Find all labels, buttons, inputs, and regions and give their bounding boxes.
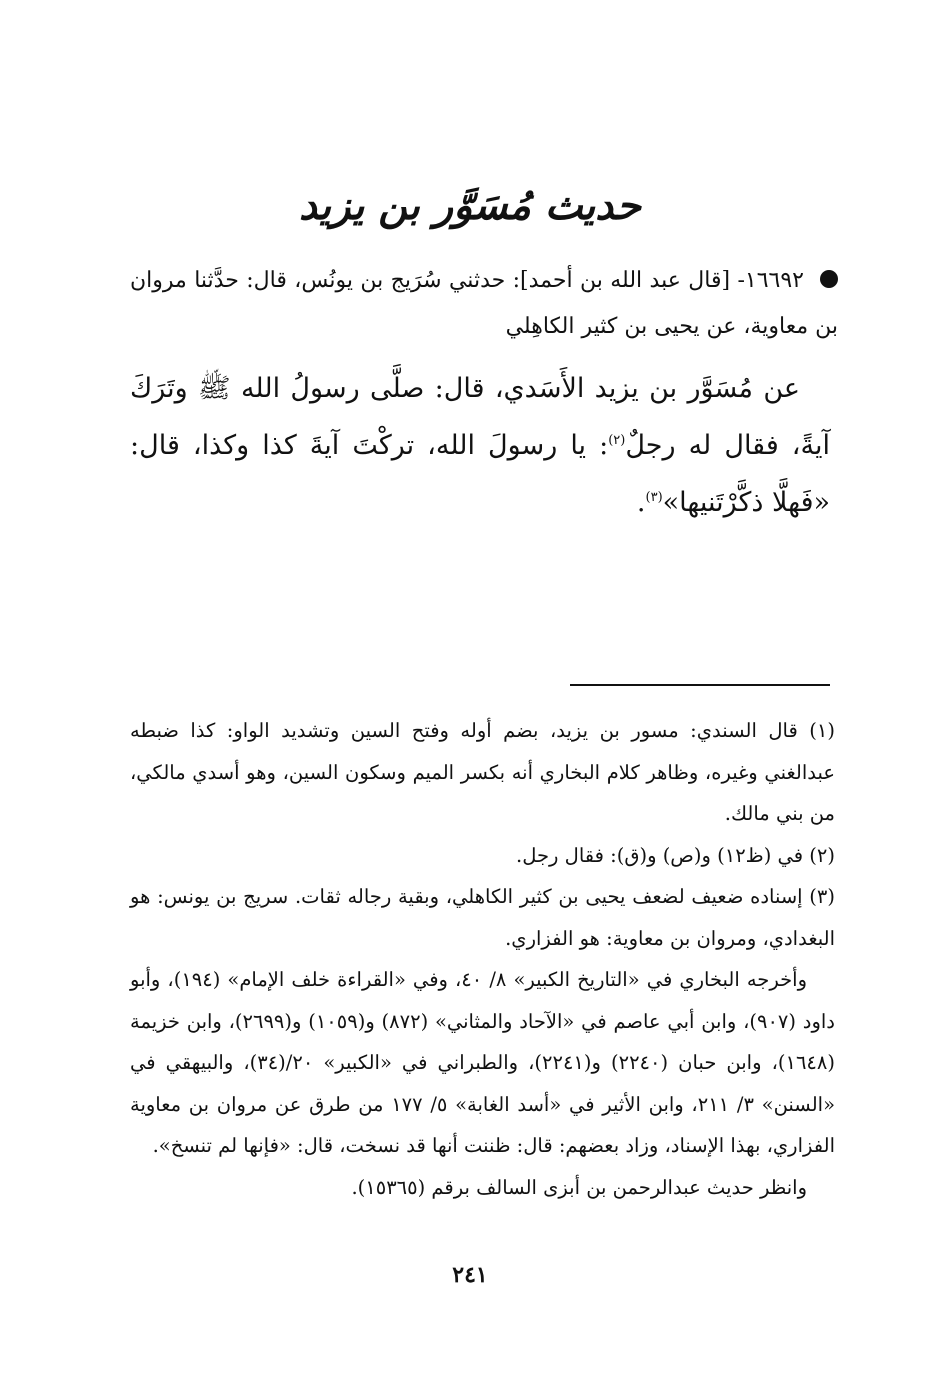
hadith-isnad <box>130 258 838 350</box>
footnotes <box>130 710 835 1208</box>
footnote-3: (٣) إسناده ضعيف لضعف يحيى بن كثير الكاهلي، وبقية رجاله ثقات. سريج بن يونس: هو البغدادي، ومروان بن معاوية: هو الفزاري. <box>130 885 835 950</box>
footnote-ref-3: (٣) <box>645 490 663 505</box>
footnote-3-sources: وأخرجه البخاري في «التاريخ الكبير» ٨/ ٤٠، وفي «القراءة خلف الإمام» (١٩٤)، وأبو داود (٩٠٧)، وابن أبي عاصم في «الآحاد والمثاني» (٨٧٢) و(١٠٥٩) و(٢٦٩٩)، وابن خزيمة (١٦٤٨)، وابن حبان (٢٢٤٠) و(٢٢٤١)، والطبراني في «الكبير» ٢٠/(٣٤)، والبيهقي في «السنن» ٣/ ٢١١، وابن الأثير في «أسد الغابة» ٥/ ١٧٧ من طرق عن مروان بن معاوية الفزاري، بهذا الإسناد، وزاد بعضهم: قال: ظننت أنها قد نسخت، قال: «فإنها لم تنسخ». <box>130 968 835 1157</box>
chapter-title: حديث مُسَوَّر بن يزيد <box>299 182 641 229</box>
hadith-matn <box>130 360 830 531</box>
footnote-3-see-also: وانظر حديث عبدالرحمن بن أبزى السالف برقم (١٥٣٦٥). <box>351 1175 807 1199</box>
isnad-text: ١٦٦٩٢- [قال عبد الله بن أحمد]: حدثني سُرَيج بن يونُس، قال: حدَّثنا مروان بن معاوية، عن يحيى بن كثير الكاهِلي <box>130 268 838 339</box>
matn-text <box>130 360 830 531</box>
footnote-1: (١) قال السندي: مسور بن يزيد، بضم أوله وفتح السين وتشديد الواو: كذا ضبطه عبدالغني وغيره، وظاهر كلام البخاري أنه بكسر الميم وسكون السين، وهو أسدي مالكي، من بني مالك. <box>130 719 835 825</box>
matn-part-1: عن مُسَوَّر بن يزيد الأَسَدي، قال: صلَّى رسولُ الله ﷺ وتَرَكَ آيةً، فقال له رجلٌ <box>130 373 830 461</box>
matn-end: . <box>636 487 646 518</box>
footnote-divider <box>570 684 830 686</box>
matn-part-2: : يا رسولَ الله، تركْتَ آيةَ كذا وكذا، قال: «فَهلَّا ذكَّرْتَنيها» <box>130 430 830 518</box>
footnote-2: (٢) في (ظ١٢) و(ص) و(ق): فقال رجل. <box>516 843 835 867</box>
bullet-icon <box>820 270 838 288</box>
footnote-ref-2: (٢) <box>608 433 626 448</box>
page-number: ٢٤١ <box>452 1262 488 1288</box>
